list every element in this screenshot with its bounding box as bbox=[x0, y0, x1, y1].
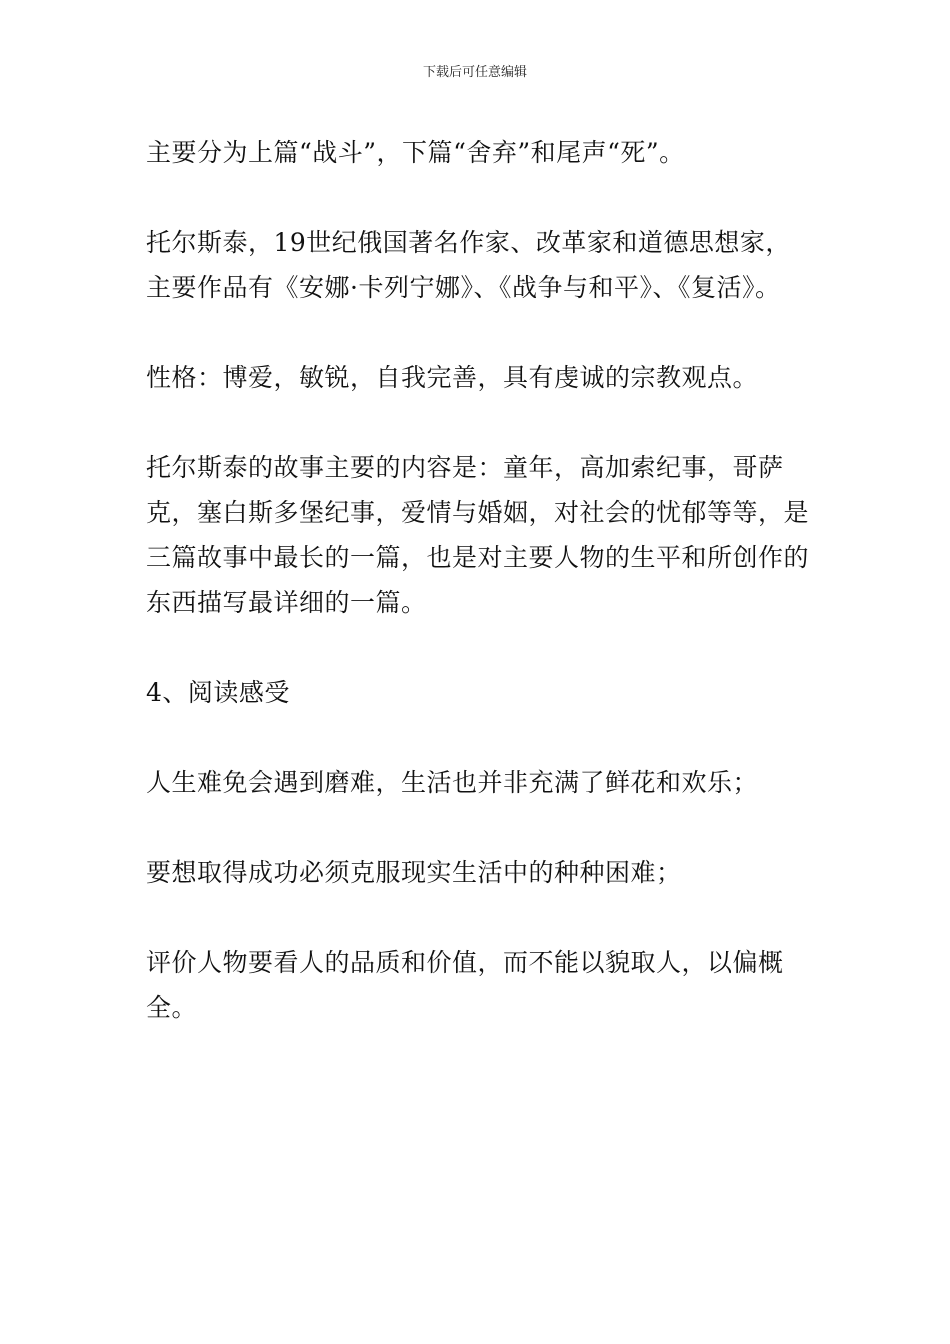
paragraph-reflection-hardship: 人生难免会遇到磨难，生活也并非充满了鲜花和欢乐； bbox=[146, 768, 759, 797]
paragraph-story-content: 托尔斯泰的故事主要的内容是：童年，高加索纪事，哥萨克，塞白斯多堡纪事，爱情与婚姻，对社会的忧郁等等，是三篇故事中最长的一篇，也是对主要人物的生平和所创作的东西描写最详细的一篇。 bbox=[146, 453, 810, 617]
page-header: 下载后可任意编辑 bbox=[422, 65, 527, 80]
paragraph-reflection-judgement: 评价人物要看人的品质和价值，而不能以貌取人，以偏概全。 bbox=[146, 948, 784, 1022]
section-heading-reading-reflection: 4、阅读感受 bbox=[146, 678, 290, 707]
paragraph-author-intro: 托尔斯泰，19世纪俄国著名作家、改革家和道德思想家，主要作品有《安娜·卡列宁娜》、《战争与和平》、《复活》。 bbox=[146, 228, 791, 302]
paragraph-personality: 性格：博爱，敏锐，自我完善，具有虔诚的宗教观点。 bbox=[146, 363, 759, 392]
paragraph-structure: 主要分为上篇“战斗”，下篇“舍弃”和尾声“死”。 bbox=[146, 138, 685, 167]
paragraph-reflection-success: 要想取得成功必须克服现实生活中的种种困难； bbox=[146, 858, 682, 887]
document-body bbox=[146, 130, 816, 1030]
